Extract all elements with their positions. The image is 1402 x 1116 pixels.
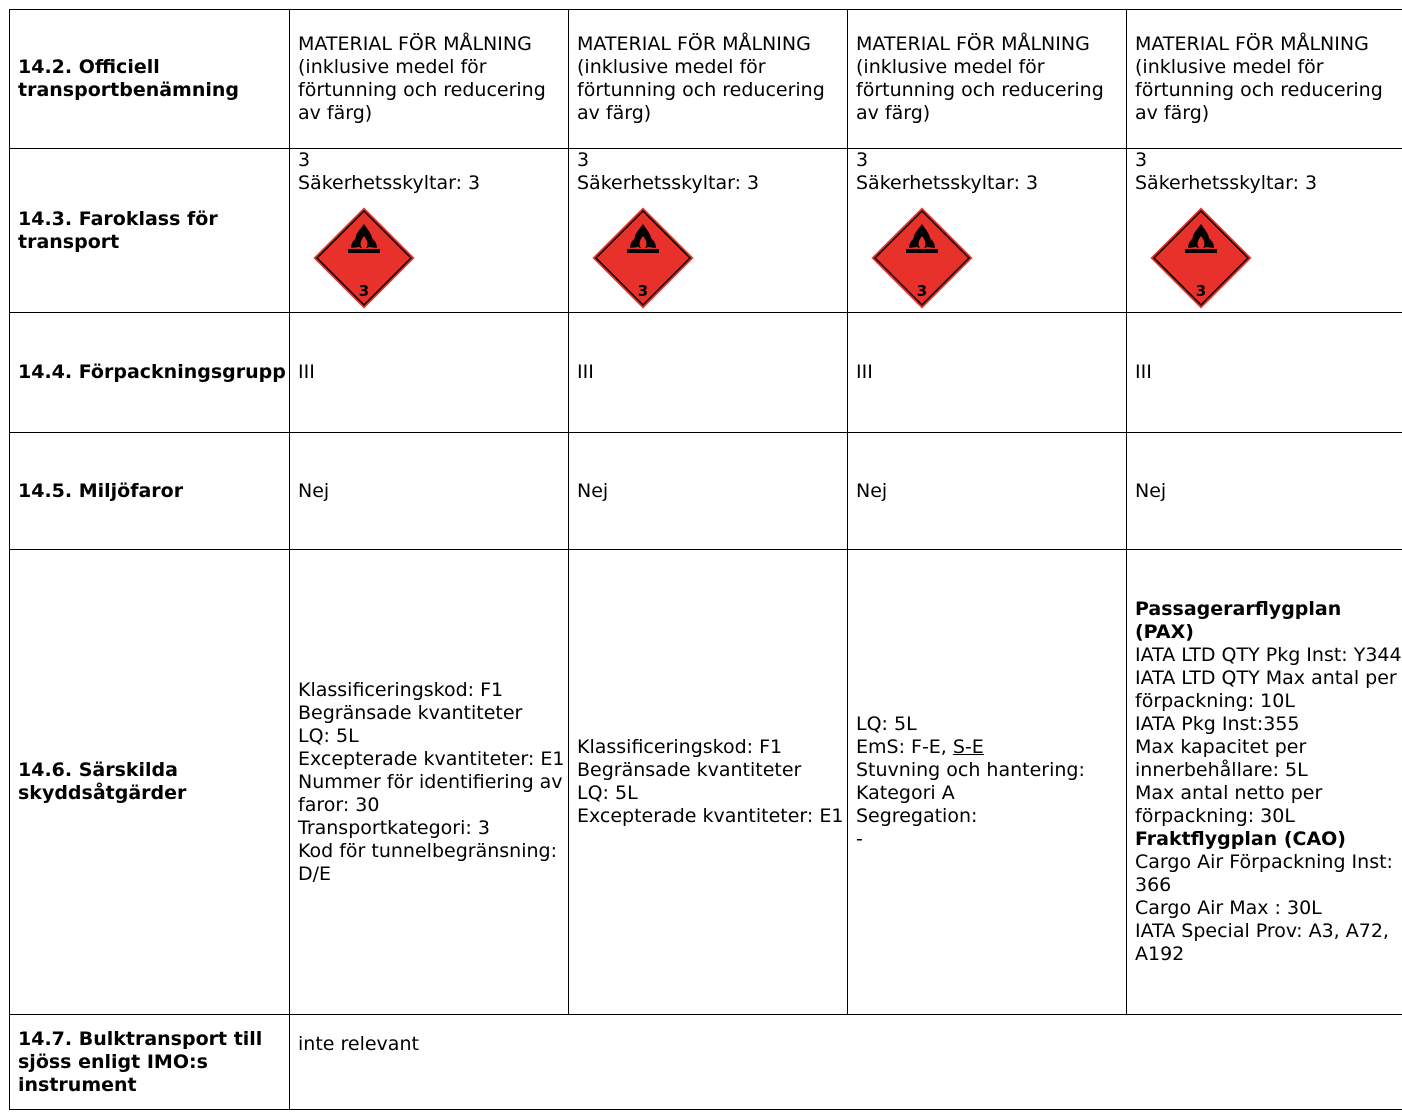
precaution-line: Begränsade kvantiteter xyxy=(577,759,802,781)
precaution-line: LQ: 5L xyxy=(856,713,917,735)
row-label-hazard-class: 14.3. Faroklass för transport xyxy=(10,149,290,313)
special-precautions-cell-imdg xyxy=(848,550,1127,1015)
flammable-liquid-class-3-icon xyxy=(589,204,697,312)
precaution-line: LQ: 5L xyxy=(298,724,359,747)
row-label-environmental-hazards: 14.5. Miljöfaror xyxy=(10,433,290,550)
flammable-liquid-class-3-icon xyxy=(1147,204,1255,312)
row-packing-group xyxy=(10,313,1402,433)
hazard-class-cell xyxy=(290,149,569,313)
precaution-line: Transportkategori: 3 xyxy=(298,816,490,839)
hazard-class-value: 3 xyxy=(298,149,311,171)
precaution-line: - xyxy=(856,828,863,850)
packing-group-cell: III xyxy=(290,313,569,433)
precaution-line: IATA Pkg Inst:355 xyxy=(1135,713,1300,735)
precaution-line: Klassificeringskod: F1 xyxy=(298,678,504,701)
row-official-shipping-name xyxy=(10,10,1402,149)
ems-prefix: EmS: F-E, xyxy=(856,736,953,758)
special-precautions-cell-adr xyxy=(290,550,569,1015)
flammable-liquid-class-3-icon xyxy=(310,204,418,312)
packing-group-cell: III xyxy=(569,313,848,433)
precaution-line: Stuvning och hantering: xyxy=(856,759,1085,781)
precaution-line: Nummer för identifiering av faror: 30 xyxy=(298,770,563,816)
bulk-transport-value: inte relevant xyxy=(290,1015,1402,1110)
environmental-hazard-cell: Nej xyxy=(290,433,569,550)
ems-line xyxy=(856,736,1126,759)
packing-group-cell: III xyxy=(848,313,1127,433)
shipping-name-cell: MATERIAL FÖR MÅLNING (inklusive medel för förtunning och reducering av färg) xyxy=(848,10,1127,149)
safety-signs-text: Säkerhetsskyltar: 3 xyxy=(577,172,760,194)
precaution-line: IATA Special Prov: A3, A72, A192 xyxy=(1135,920,1389,965)
precaution-line: Begränsade kvantiteter xyxy=(298,701,523,724)
hazard-class-value: 3 xyxy=(1135,149,1148,171)
shipping-name-cell: MATERIAL FÖR MÅLNING (inklusive medel för förtunning och reducering av färg) xyxy=(1127,10,1402,149)
precaution-line: Cargo Air Förpackning Inst: 366 xyxy=(1135,851,1393,896)
safety-signs-text: Säkerhetsskyltar: 3 xyxy=(298,172,481,194)
ems-underlined-code: S-E xyxy=(952,736,984,758)
shipping-name-cell: MATERIAL FÖR MÅLNING (inklusive medel för förtunning och reducering av färg) xyxy=(290,10,569,149)
precaution-line: Kategori A xyxy=(856,782,955,804)
environmental-hazard-cell: Nej xyxy=(1127,433,1402,550)
row-bulk-transport xyxy=(10,1015,1402,1110)
flammable-liquid-class-3-icon xyxy=(868,204,976,312)
row-label-special-precautions: 14.6. Särskilda skyddsåtgärder xyxy=(10,550,290,1015)
row-label-bulk-transport: 14.7. Bulktransport till sjöss enligt IMO:s instrument xyxy=(10,1015,290,1110)
precaution-line: Max antal netto per förpackning: 30L xyxy=(1135,782,1323,827)
precaution-line: Excepterade kvantiteter: E1 xyxy=(577,805,844,827)
safety-signs-text: Säkerhetsskyltar: 3 xyxy=(856,172,1039,194)
row-label-official-shipping-name: 14.2. Officiell transportbenämning xyxy=(10,10,290,149)
hazard-class-cell xyxy=(569,149,848,313)
transport-information-table xyxy=(9,9,1402,1110)
special-precautions-cell-iata xyxy=(1127,550,1402,1015)
hazard-class-value: 3 xyxy=(577,149,590,171)
special-precautions-cell-rid xyxy=(569,550,848,1015)
row-special-precautions xyxy=(10,550,1402,1015)
precaution-line: Excepterade kvantiteter: E1 xyxy=(298,747,565,770)
row-label-packing-group: 14.4. Förpackningsgrupp xyxy=(10,313,290,433)
hazard-class-cell xyxy=(1127,149,1402,313)
precaution-line: IATA LTD QTY Pkg Inst: Y344 xyxy=(1135,644,1402,666)
row-environmental-hazards xyxy=(10,433,1402,550)
precaution-line: IATA LTD QTY Max antal per förpackning: 10L xyxy=(1135,667,1397,712)
precaution-line: Segregation: xyxy=(856,805,978,827)
hazard-class-cell xyxy=(848,149,1127,313)
safety-signs-text: Säkerhetsskyltar: 3 xyxy=(1135,172,1318,194)
environmental-hazard-cell: Nej xyxy=(569,433,848,550)
pax-heading: Passagerarflygplan (PAX) xyxy=(1135,598,1342,643)
hazard-class-value: 3 xyxy=(856,149,869,171)
precaution-line: Klassificeringskod: F1 xyxy=(577,736,783,758)
row-hazard-class xyxy=(10,149,1402,313)
environmental-hazard-cell: Nej xyxy=(848,433,1127,550)
cao-heading: Fraktflygplan (CAO) xyxy=(1135,828,1346,850)
precaution-line: Max kapacitet per innerbehållare: 5L xyxy=(1135,736,1308,781)
packing-group-cell: III xyxy=(1127,313,1402,433)
precaution-line: Cargo Air Max : 30L xyxy=(1135,897,1322,919)
shipping-name-cell: MATERIAL FÖR MÅLNING (inklusive medel för förtunning och reducering av färg) xyxy=(569,10,848,149)
precaution-line: Kod för tunnelbegränsning: D/E xyxy=(298,839,557,885)
precaution-line: LQ: 5L xyxy=(577,782,638,804)
